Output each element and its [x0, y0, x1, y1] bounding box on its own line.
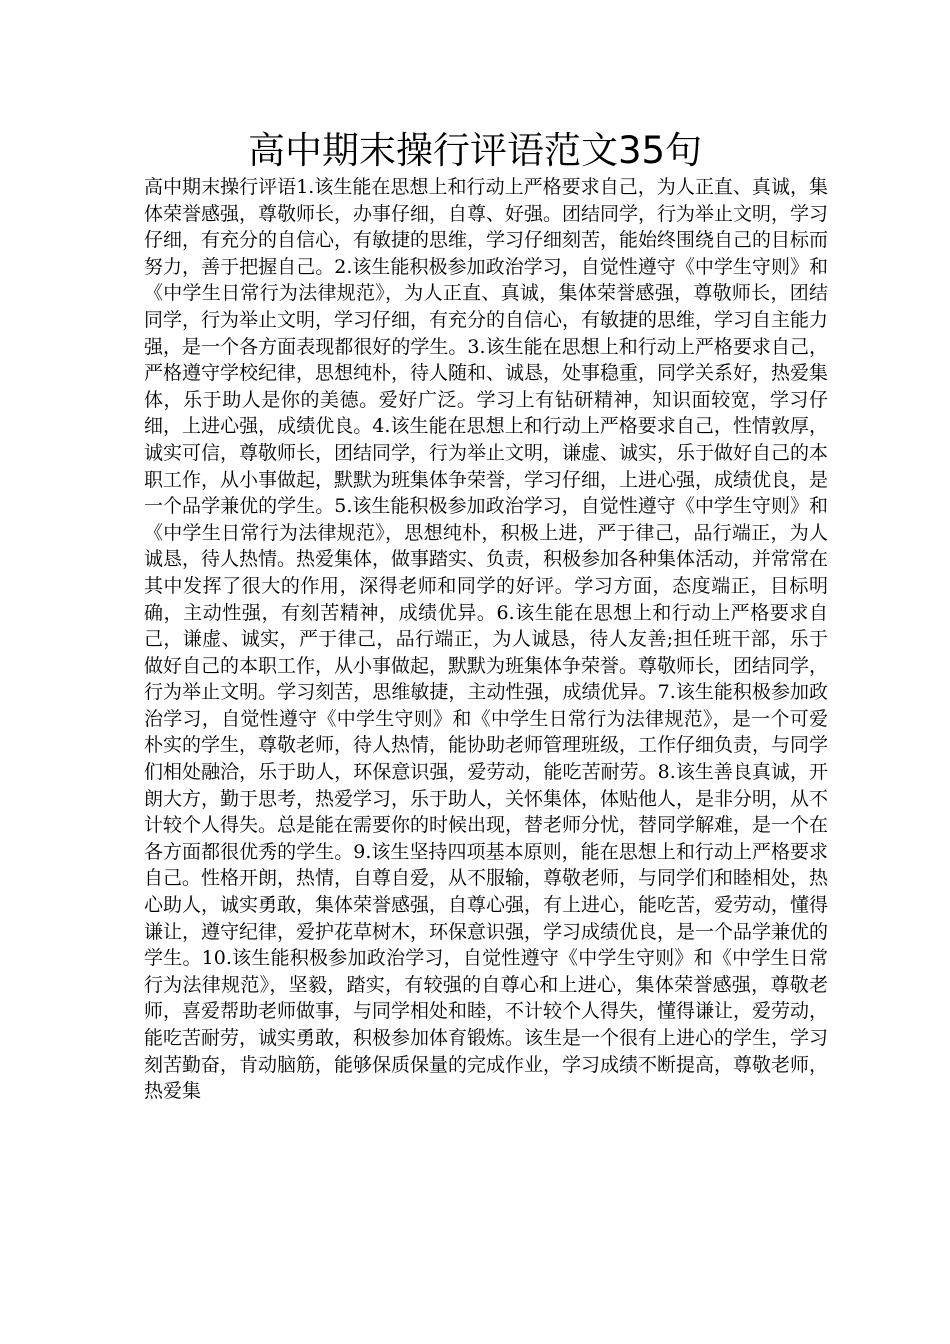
- document-body: 高中期末操行评语1.该生能在思想上和行动上严格要求自己，为人正直、真诚，集体荣誉感强，尊敬师长，办事仔细，自尊、好强。团结同学，行为举止文明，学习仔细，有充分的自信心，有敏捷的思维，学习仔细刻苦，能始终围绕自己的目标而努力，善于把握自己。2.该生能积极参加政治学习，自觉性遵守《中学生守则》和《中学生日常行为法律规范》，为人正直、真诚，集体荣誉感强，尊敬师长，团结同学，行为举止文明，学习仔细，有充分的自信心，有敏捷的思维，学习自主能力强，是一个各方面表现都很好的学生。3.该生能在思想上和行动上严格要求自己，严格遵守学校纪律，思想纯朴，待人随和、诚恳，处事稳重，同学关系好，热爱集体，乐于助人是你的美德。爱好广泛。学习上有钻研精神，知识面较宽，学习仔细，上进心强，成绩优良。4.该生能在思想上和行动上严格要求自己，性情敦厚，诚实可信，尊敬师长，团结同学，行为举止文明，谦虚、诚实，乐于做好自己的本职工作，从小事做起，默默为班集体争荣誉，学习仔细，上进心强，成绩优良，是一个品学兼优的学生。5.该生能积极参加政治学习，自觉性遵守《中学生守则》和《中学生日常行为法律规范》，思想纯朴，积极上进，严于律己，品行端正，为人诚恳，待人热情。热爱集体，做事踏实、负责，积极参加各种集体活动，并常常在其中发挥了很大的作用，深得老师和同学的好评。学习方面，态度端正，目标明确，主动性强，有刻苦精神，成绩优异。6.该生能在思想上和行动上严格要求自己，谦虚、诚实，严于律己，品行端正，为人诚恳，待人友善;担任班干部，乐于做好自己的本职工作，从小事做起，默默为班集体争荣誉。尊敬师长，团结同学，行为举止文明。学习刻苦，思维敏捷，主动性强，成绩优异。7.该生能积极参加政治学习，自觉性遵守《中学生守则》和《中学生日常行为法律规范》，是一个可爱朴实的学生，尊敬老师，待人热情，能协助老师管理班级，工作仔细负责，与同学们相处融洽，乐于助人，环保意识强，爱劳动，能吃苦耐劳。8.该生善良真诚，开朗大方，勤于思考，热爱学习，乐于助人，关怀集体，体贴他人，是非分明，从不计较个人得失。总是能在需要你的时候出现，替老师分忧，替同学解难，是一个在各方面都很优秀的学生。9.该生坚持四项基本原则，能在思想上和行动上严格要求自己。性格开朗，热情，自尊自爱，从不服输，尊敬老师，与同学们和睦相处，热心助人，诚实勇敢，集体荣誉感强，自尊心强，有上进心，能吃苦，爱劳动，懂得谦让，遵守纪律，爱护花草树木，环保意识强，学习成绩优良，是一个品学兼优的学生。10.该生能积极参加政治学习，自觉性遵守《中学生守则》和《中学生日常行为法律规范》，坚毅，踏实，有较强的自尊心和上进心，集体荣誉感强，尊敬老师，喜爱帮助老师做事，与同学相处和睦，不计较个人得失，懂得谦让，爱劳动，能吃苦耐劳，诚实勇敢，积极参加体育锻炼。该生是一个很有上进心的学生，学习刻苦勤奋，肯动脑筋，能够保质保量的完成作业，学习成绩不断提高，尊敬老师，热爱集: [144, 176, 829, 1103]
- document-title: 高中期末操行评语范文35句: [247, 129, 703, 172]
